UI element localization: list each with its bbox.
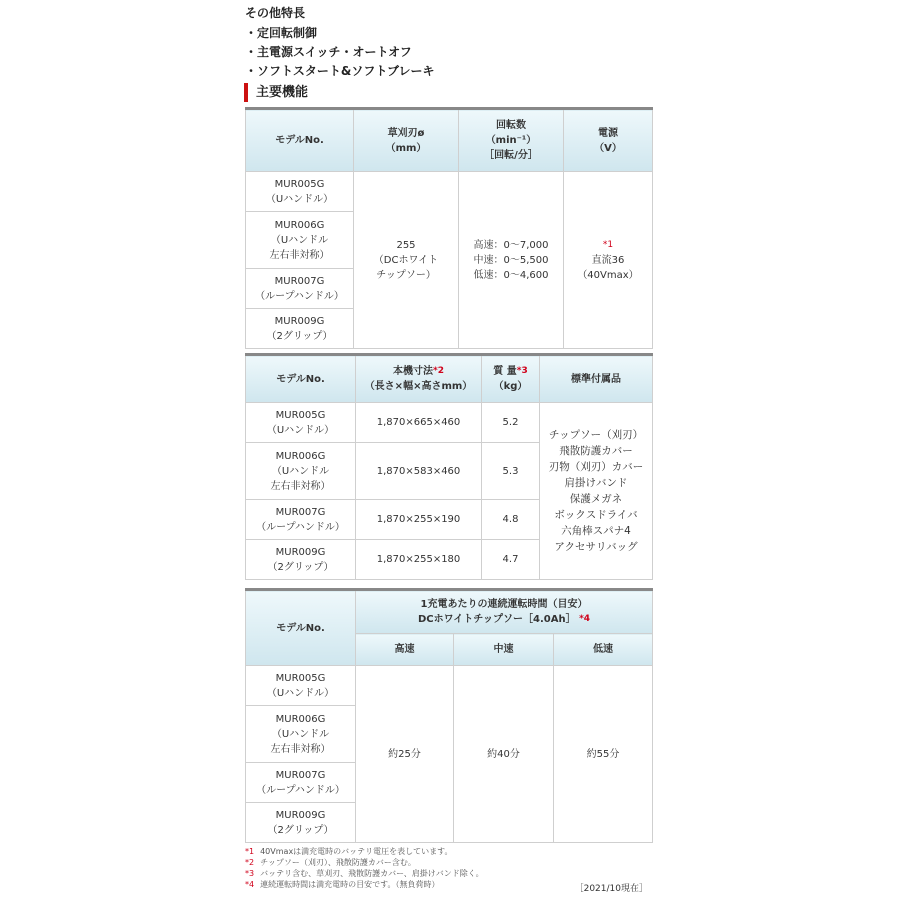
- model-cell: MUR005G （Uハンドル）: [246, 403, 356, 443]
- model-cell: MUR007G （ループハンドル）: [246, 269, 354, 309]
- header-runtime-line1: 1充電あたりの連続運転時間（目安）: [420, 599, 588, 610]
- size-note-mark: *2: [433, 366, 444, 376]
- footnote-text: 40Vmaxは満充電時のバッテリ電圧を表しています。: [260, 847, 453, 856]
- header-model: モデルNo.: [246, 590, 356, 666]
- footnote-text: バッテリ含む、草刈刃、飛散防護カバー、肩掛けバンド除く。: [260, 869, 484, 878]
- other-features-list: [245, 24, 435, 81]
- header-low-speed: 低速: [554, 634, 653, 666]
- header-mass-label: 質 量: [493, 366, 517, 377]
- header-model: モデルNo.: [246, 109, 354, 172]
- model-cell: MUR006G （Uハンドル 左右非対称）: [246, 706, 356, 763]
- header-runtime: [356, 590, 653, 634]
- as-of-date: ［2021/10現在］: [574, 884, 648, 894]
- header-size: [356, 355, 482, 403]
- runtime-high: 約25分: [356, 666, 454, 843]
- header-mass-sub: （kg）: [493, 381, 528, 392]
- mass-value: 4.7: [482, 540, 540, 580]
- runtime-note-mark: *4: [579, 614, 591, 624]
- header-rpm: 回転数 （min⁻¹） ［回転/分］: [459, 109, 564, 172]
- mass-value: 4.8: [482, 500, 540, 540]
- spec-table-rpm: [245, 107, 653, 349]
- model-cell: MUR009G （2グリップ）: [246, 309, 354, 349]
- model-cell: MUR005G （Uハンドル）: [246, 172, 354, 212]
- model-cell: MUR006G （Uハンドル 左右非対称）: [246, 212, 354, 269]
- model-cell: MUR009G （2グリップ）: [246, 803, 356, 843]
- footnote-mark: *4: [245, 880, 255, 889]
- model-cell: MUR007G （ループハンドル）: [246, 500, 356, 540]
- header-size-label: 本機寸法: [393, 366, 434, 377]
- power-note-mark: *1: [602, 240, 614, 250]
- power-value: 直流36 （40Vmax）: [577, 255, 639, 281]
- footnote: [245, 857, 650, 868]
- footnote-text: 連続運転時間は満充電時の目安です。（無負荷時）: [260, 880, 440, 889]
- header-accessories: 標準付属品: [540, 355, 653, 403]
- size-value: 1,870×255×180: [356, 540, 482, 580]
- main-functions-title: 主要機能: [244, 83, 308, 102]
- footnote-mark: *1: [245, 847, 255, 856]
- footnote-mark: *2: [245, 858, 255, 867]
- runtime-table: [245, 588, 653, 843]
- spec-table-size: [245, 353, 653, 580]
- blade-value: 255 （DCホワイト チップソー）: [354, 172, 459, 349]
- header-runtime-line2: DCホワイトチップソー［4.0Ah］: [417, 614, 576, 625]
- size-value: 1,870×255×190: [356, 500, 482, 540]
- header-high-speed: 高速: [356, 634, 454, 666]
- size-value: 1,870×583×460: [356, 443, 482, 500]
- rpm-value: 高速：0〜7,000 中速：0〜5,500 低速：0〜4,600: [459, 172, 564, 349]
- model-cell: MUR006G （Uハンドル 左右非対称）: [246, 443, 356, 500]
- header-model: モデルNo.: [246, 355, 356, 403]
- feature-item: ・ソフトスタート&ソフトブレーキ: [245, 64, 435, 78]
- size-value: 1,870×665×460: [356, 403, 482, 443]
- footnote: [245, 868, 650, 879]
- accessories-list: チップソー（刈刃） 飛散防護カバー 刃物（刈刃）カバー 肩掛けバンド 保護メガネ ボックスドライバ 六角棒スパナ4 アクセサリバッグ: [540, 403, 653, 580]
- footnote-text: チップソー（刈刃）、飛散防護カバー含む。: [260, 858, 416, 867]
- header-mass: [482, 355, 540, 403]
- runtime-low: 約55分: [554, 666, 653, 843]
- model-cell: MUR007G （ループハンドル）: [246, 763, 356, 803]
- header-blade: 草刈刃ø （mm）: [354, 109, 459, 172]
- mass-note-mark: *3: [516, 366, 528, 376]
- footnote: [245, 846, 650, 857]
- header-power: 電源 （V）: [564, 109, 653, 172]
- feature-item: ・主電源スイッチ・オートオフ: [245, 45, 412, 59]
- footnote-mark: *3: [245, 869, 255, 878]
- header-mid-speed: 中速: [454, 634, 554, 666]
- mass-value: 5.2: [482, 403, 540, 443]
- header-size-sub: （長さ×幅×高さmm）: [364, 381, 473, 392]
- power-cell: [564, 172, 653, 349]
- model-cell: MUR009G （2グリップ）: [246, 540, 356, 580]
- runtime-mid: 約40分: [454, 666, 554, 843]
- mass-value: 5.3: [482, 443, 540, 500]
- model-cell: MUR005G （Uハンドル）: [246, 666, 356, 706]
- other-features-heading: その他特長: [245, 6, 306, 20]
- feature-item: ・定回転制御: [245, 26, 318, 40]
